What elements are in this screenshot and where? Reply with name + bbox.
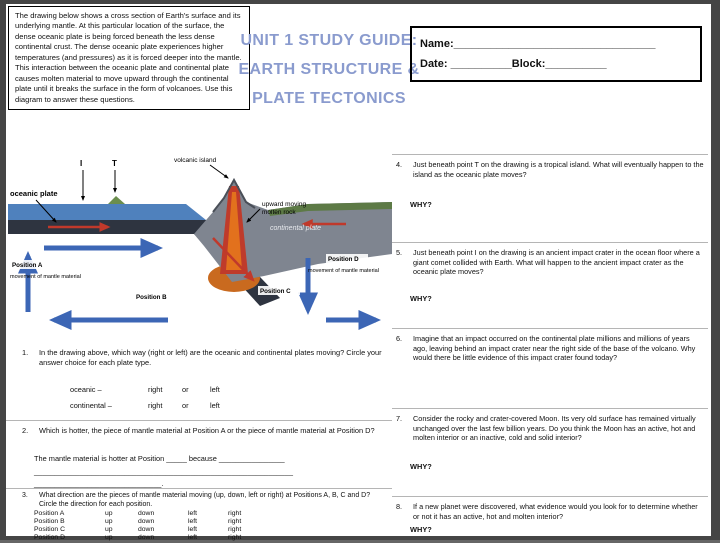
page-title	[234, 26, 424, 113]
question-4	[396, 160, 704, 179]
q1-continental-label: continental –	[70, 401, 112, 410]
q1-oceanic-label: oceanic –	[70, 385, 102, 394]
divider-right-2	[392, 328, 708, 329]
worksheet-page	[6, 4, 711, 541]
question-6-text: Imagine that an impact occurred on the continental plate millions and millions of years ago, leaving behind an impact crater near the right side of the base of the volcano. Why would there be little evidence of this impact crater found today?	[413, 334, 696, 363]
q3-row-a-up: up	[105, 510, 113, 517]
mantle-movement-label-right: movement of mantle material	[308, 268, 379, 274]
title-line-3: PLATE TECTONICS	[252, 90, 406, 107]
q3-row-d-right: right	[228, 534, 242, 541]
date-label: Date:	[420, 58, 448, 70]
title-line-1: UNIT 1 STUDY GUIDE:	[240, 32, 418, 49]
divider-right-0	[392, 154, 708, 155]
question-3-number: 3.	[22, 492, 28, 499]
question-6	[396, 334, 704, 363]
question-1-text: In the drawing above, which way (right or left) are the oceanic and continental plates moving? Circle your answer choice for each plate type.	[39, 348, 382, 367]
title-line-2: EARTH STRUCTURE &	[238, 61, 420, 78]
question-8-why: WHY?	[410, 525, 432, 534]
q3-row-d-up: up	[105, 534, 113, 541]
intro-text: The drawing below shows a cross section of Earth's surface and its underlying mantle. At this particular location of the surface, the dense oceanic plate is being forced beneath the less dense continental crust. The dense oceanic plate experiences higher temperatures (and pressures) as it is forced deeper into the mantle. This interaction between the oceanic plate and continental plate causes molten material to move upward through the continental plate until it breaks the surface in the form of volcanoes. Use this diagram to answer these questions.	[15, 11, 242, 104]
question-4-why: WHY?	[410, 200, 432, 209]
q3-row-d-label: Position D	[34, 534, 65, 541]
question-5	[396, 248, 704, 277]
volcanic-island-label: volcanic island	[174, 157, 217, 164]
question-4-number: 4.	[396, 160, 403, 169]
q3-row-c-left: left	[188, 526, 198, 533]
intro-box	[8, 6, 250, 110]
question-6-number: 6.	[396, 334, 403, 343]
divider-right-1	[392, 242, 708, 243]
q3-row-c-right: right	[228, 526, 242, 533]
question-1	[22, 348, 386, 368]
divider-left-1	[6, 420, 392, 421]
q1-oceanic-option-left: left	[210, 385, 220, 394]
divider-right-4	[392, 496, 708, 497]
divider-right-3	[392, 408, 708, 409]
block-blank: __________	[545, 58, 607, 70]
q1-continental-option-right: right	[148, 401, 163, 410]
q3-row-c-label: Position C	[34, 526, 65, 533]
volcanic-island-arrow	[210, 165, 228, 178]
q3-row-a-down: down	[138, 510, 155, 517]
q3-row-b-right: right	[228, 518, 242, 525]
q2-blank-line-1: _______________________________________________________________	[34, 467, 293, 476]
question-7	[396, 414, 704, 443]
point-t-label: T	[112, 159, 117, 168]
question-5-why: WHY?	[410, 294, 432, 303]
question-5-number: 5.	[396, 248, 403, 257]
q3-row-c-up: up	[105, 526, 113, 533]
q2-answer-line: The mantle material is hotter at Position _____ because ________________	[34, 454, 285, 463]
oceanic-plate-label: oceanic plate	[10, 189, 58, 198]
position-c-label: Position C	[260, 288, 291, 295]
divider-left-2	[6, 488, 392, 489]
q3-row-a-label: Position A	[34, 510, 65, 517]
q1-continental-or: or	[182, 401, 189, 410]
q3-row-d-down: down	[138, 534, 155, 541]
q3-row-a-right: right	[228, 510, 242, 517]
point-i-label: I	[80, 159, 83, 168]
q1-continental-option-left: left	[210, 401, 220, 410]
q3-row-b-label: Position B	[34, 518, 65, 525]
name-blank: _________________________________	[453, 38, 656, 50]
molten-rock-label-line1: upward moving	[262, 201, 307, 208]
question-3-text: What direction are the pieces of mantle material moving (up, down, left or right) at Positions A, B, C and D? Circle the direction for each position.	[39, 492, 371, 508]
question-8-text: If a new planet were discovered, what evidence would you look for to determine whether or not it has an active, hot and molten interior?	[413, 502, 698, 521]
question-1-number: 1.	[22, 348, 29, 357]
q2-blank-line-2: _______________________________.	[34, 479, 164, 488]
question-7-why: WHY?	[410, 462, 432, 471]
position-d-label: Position D	[328, 256, 359, 263]
question-7-text: Consider the rocky and crater-covered Moon. Its very old surface has remained virtually unchanged over the last few billion years. Do you think the Moon has an active, hot and molten interior or an inactive, cold and solid interior?	[413, 414, 696, 443]
question-4-text: Just beneath point T on the drawing is a tropical island. What will eventually happen to the island as the oceanic plate moves?	[413, 160, 704, 179]
position-b-label: Position B	[136, 294, 167, 301]
q3-row-b-up: up	[105, 518, 113, 525]
date-blank: __________	[450, 58, 512, 70]
question-8-number: 8.	[396, 502, 403, 511]
question-2	[22, 426, 386, 436]
question-2-number: 2.	[22, 426, 29, 435]
ocean-water	[8, 204, 206, 220]
q3-row-b-left: left	[188, 518, 198, 525]
name-line	[420, 34, 692, 54]
tropical-island	[108, 196, 125, 204]
q1-oceanic-option-right: right	[148, 385, 163, 394]
question-3	[22, 492, 386, 510]
continental-plate-label: continental plate	[270, 225, 321, 232]
q3-row-b-down: down	[138, 518, 155, 525]
question-2-text: Which is hotter, the piece of mantle material at Position A or the piece of mantle material at Position D?	[39, 426, 375, 435]
q1-oceanic-or: or	[182, 385, 189, 394]
position-a-label: Position A	[12, 262, 43, 269]
name-label: Name:	[420, 38, 454, 50]
mantle-movement-label-left: movement of mantle material	[10, 274, 81, 280]
q3-row-a-left: left	[188, 510, 198, 517]
q3-row-c-down: down	[138, 526, 155, 533]
plate-tectonics-diagram	[8, 150, 392, 342]
question-5-text: Just beneath point I on the drawing is an ancient impact crater in the ocean floor where a giant comet collided with Earth. What will happen to the ancient impact crater as the oceanic plate moves?	[413, 248, 700, 277]
question-8	[396, 502, 704, 521]
block-label: Block:	[511, 58, 546, 70]
question-7-number: 7.	[396, 414, 403, 423]
q3-row-d-left: left	[188, 534, 198, 541]
molten-rock-label-line2: molten rock	[262, 209, 296, 216]
date-line	[420, 54, 692, 74]
diagram-svg	[8, 150, 392, 342]
name-date-box	[410, 26, 702, 82]
